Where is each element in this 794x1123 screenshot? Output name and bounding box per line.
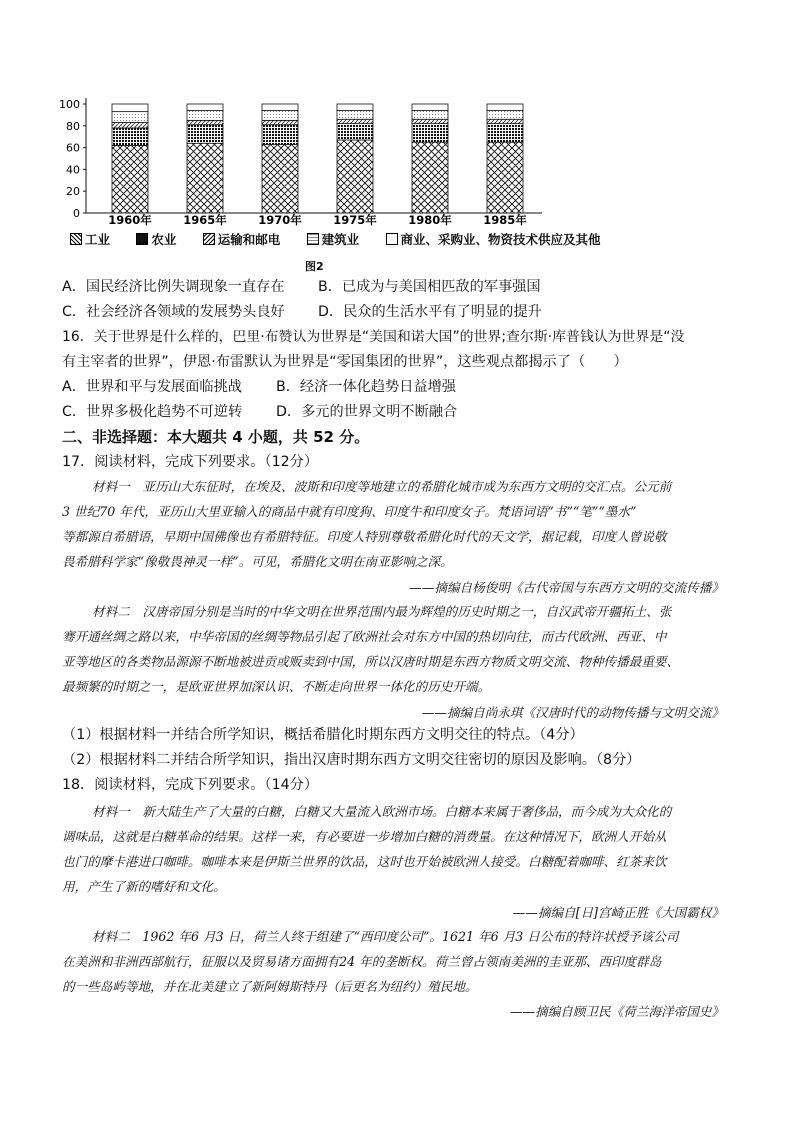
q16-stem-line-2: 有主宰者的世界”，伊恩·布雷默认为世界是“零国集团的世界”，这些观点都揭示了（ ） (62, 354, 628, 370)
bar-segment (112, 104, 148, 112)
bar-segment (112, 145, 148, 213)
y-tick-label: 20 (66, 185, 80, 199)
q18-material-2-line: 的一些岛屿等地，并在北美建立了新阿姆斯特丹（后更名为纽约）殖民地。 (62, 979, 478, 994)
q17-material-2-source: ——摘编自尚永琪《汉唐时代的动物传播与文明交流》 (421, 705, 724, 720)
q18-material-2-source: ——摘编自顾卫民《荷兰海洋帝国史》 (509, 1004, 724, 1019)
legend-label: 商业、采购业、物资技术供应及其他 (400, 232, 601, 247)
q17-material-1-source: ——摘编自杨俊明《古代帝国与东西方文明的交流传播》 (409, 580, 724, 595)
bar-segment (337, 124, 373, 140)
q18-material-2-line: 材料二 1962 年6 月3 日，荷兰人终于组建了“西印度公司”。1621 年6 月3 日公布的特许状授予该公司 (92, 929, 679, 944)
bar-segment (337, 140, 373, 213)
q17-material-2-line: 亚等地区的各类物品源源不断地被进贡或贩卖到中国，所以汉唐时期是东西方物质文明交流、物种传播最重要、 (62, 654, 680, 669)
y-tick-label: 80 (66, 119, 80, 133)
bar-segment (112, 128, 148, 145)
q18-material-1-line: 也门的摩卡港进口咖啡。咖啡本来是伊斯兰世界的饮品，这时也开始被欧洲人接受。白糖配着咖啡、红茶来饮 (62, 854, 667, 869)
bar-segment (487, 119, 523, 123)
legend-item (136, 230, 176, 248)
y-tick-label: 60 (66, 141, 80, 155)
bar-segment (487, 142, 523, 213)
legend-item (70, 230, 110, 248)
bar-segment (187, 143, 223, 213)
legend-swatch (386, 233, 398, 245)
legend-label: 建筑业 (321, 232, 360, 247)
figure-label: 图2 (305, 260, 324, 273)
bar-segment (187, 120, 223, 124)
bar-segment (112, 112, 148, 123)
legend-item (307, 230, 360, 248)
q16-option-a: A．世界和平与发展面临挑战 (62, 379, 242, 395)
bar-segment (337, 119, 373, 123)
q17-requirement-2: （2）根据材料二并结合所学知识，指出汉唐时期东西方文明交往密切的原因及影响。（8分） (62, 752, 641, 768)
bar-segment (262, 125, 298, 145)
bar-segment (487, 111, 523, 120)
bar-segment (262, 104, 298, 111)
q16-option-d: D．多元的世界文明不断融合 (276, 404, 458, 420)
q15-option-a: A．国民经济比例失调现象一直存在 (62, 279, 285, 295)
legend-item (386, 230, 601, 248)
y-tick-label: 100 (59, 98, 80, 111)
bar-segment (337, 111, 373, 120)
q18-title: 18．阅读材料，完成下列要求。（14分） (62, 777, 319, 793)
bar-segment (112, 123, 148, 128)
section-heading: 二、非选择题：本大题共 4 小题，共 52 分。 (62, 428, 370, 446)
x-tick-label: 1965年 (183, 213, 227, 227)
chart-legend (70, 230, 623, 248)
bar-segment (412, 111, 448, 120)
legend-swatch (136, 233, 148, 245)
legend-label: 农业 (151, 232, 177, 247)
bar-segment (262, 111, 298, 121)
q15-option-d: D．民众的生活水平有了明显的提升 (318, 304, 542, 320)
q17-material-1-line: 3 世纪70 年代，亚历山大里亚输入的商品中就有印度狗、印度牛和印度女子。梵语词语“书”“笔”“墨水” (62, 504, 637, 519)
q17-title: 17．阅读材料，完成下列要求。（12分） (62, 454, 319, 470)
x-tick-label: 1975年 (333, 213, 377, 227)
x-tick-label: 1985年 (483, 213, 527, 227)
x-tick-label: 1980年 (408, 213, 452, 227)
bar-segment (337, 104, 373, 111)
bar-segment (412, 119, 448, 123)
bar-segment (487, 124, 523, 143)
q18-material-1-source: ——摘编自[日]宫崎正胜《大国霸权》 (512, 905, 724, 920)
q18-material-2-line: 在美洲和非洲西部航行，征服以及贸易诸方面拥有24 年的垄断权。荷兰曾占领南美洲的圭亚那、西印度群岛 (62, 954, 662, 969)
bar-segment (412, 124, 448, 143)
bar-segment (412, 142, 448, 213)
bar-segment (487, 104, 523, 111)
legend-swatch (203, 233, 215, 245)
q16-stem-line-1: 16．关于世界是什么样的，巴里·布赞认为世界是“美国和诺大国”的世界;查尔斯·库普钱认为世界是“没 (62, 329, 685, 345)
y-tick-label: 0 (73, 207, 80, 220)
q17-material-1-line: 等都源自希腊语，早期中国佛像也有希腊特征。印度人特别尊敬希腊化时代的天文学，据记载，印度人曾说敬 (62, 529, 667, 544)
legend-swatch (70, 233, 82, 245)
q16-option-b: B．经济一体化趋势日益增强 (276, 379, 456, 395)
q18-material-1-line: 材料一 新大陆生产了大量的白糖，白糖又大量流入欧洲市场。白糖本来属于奢侈品，而今成为大众化的 (92, 804, 672, 819)
q17-requirement-1: （1）根据材料一并结合所学知识，概括希腊化时期东西方文明交往的特点。（4分） (62, 727, 584, 743)
legend-item (203, 230, 281, 248)
bar-segment (187, 111, 223, 121)
q18-material-1-line: 用，产生了新的嗜好和文化。 (62, 879, 226, 894)
bar-segment (187, 104, 223, 111)
legend-swatch (307, 233, 319, 245)
bar-segment (262, 120, 298, 124)
q16-option-c: C．世界多极化趋势不可逆转 (62, 404, 243, 420)
q15-option-c: C．社会经济各领域的发展势头良好 (62, 304, 285, 320)
q17-material-2-line: 最频繁的时期之一，是欧亚世界加深认识、不断走向世界一体化的历史开端。 (62, 679, 491, 694)
q18-material-1-line: 调味品，这就是白糖革命的结果。这样一来，有必要进一步增加白糖的消费量。在这种情况下，欧洲人开始从 (62, 829, 667, 844)
q17-material-2-line: 材料二 汉唐帝国分别是当时的中华文明在世界范围内最为辉煌的历史时期之一，自汉武帝开疆拓土、张 (92, 604, 672, 619)
q17-material-1-line: 材料一 亚历山大东征时，在埃及、波斯和印度等地建立的希腊化城市成为东西方文明的交汇点。公元前 (92, 479, 672, 494)
bar-segment (412, 104, 448, 111)
q17-material-2-line: 骞开通丝绸之路以来，中华帝国的丝绸等物品引起了欧洲社会对东方中国的热切向往，而古代欧洲、西亚、中 (62, 629, 667, 644)
stacked-bar-chart (50, 92, 550, 232)
legend-label: 工业 (85, 232, 111, 247)
x-tick-label: 1970年 (258, 213, 302, 227)
q15-option-b: B．已成为与美国相匹敌的军事强国 (318, 279, 541, 295)
x-tick-label: 1960年 (108, 213, 152, 227)
legend-label: 运输和邮电 (217, 232, 281, 247)
bar-segment (262, 144, 298, 213)
bar-segment (187, 125, 223, 144)
q17-material-1-line: 畏希腊科学家“像敬畏神灵一样”。可见，希腊化文明在南亚影响之深。 (62, 554, 453, 569)
y-tick-label: 40 (66, 163, 80, 177)
